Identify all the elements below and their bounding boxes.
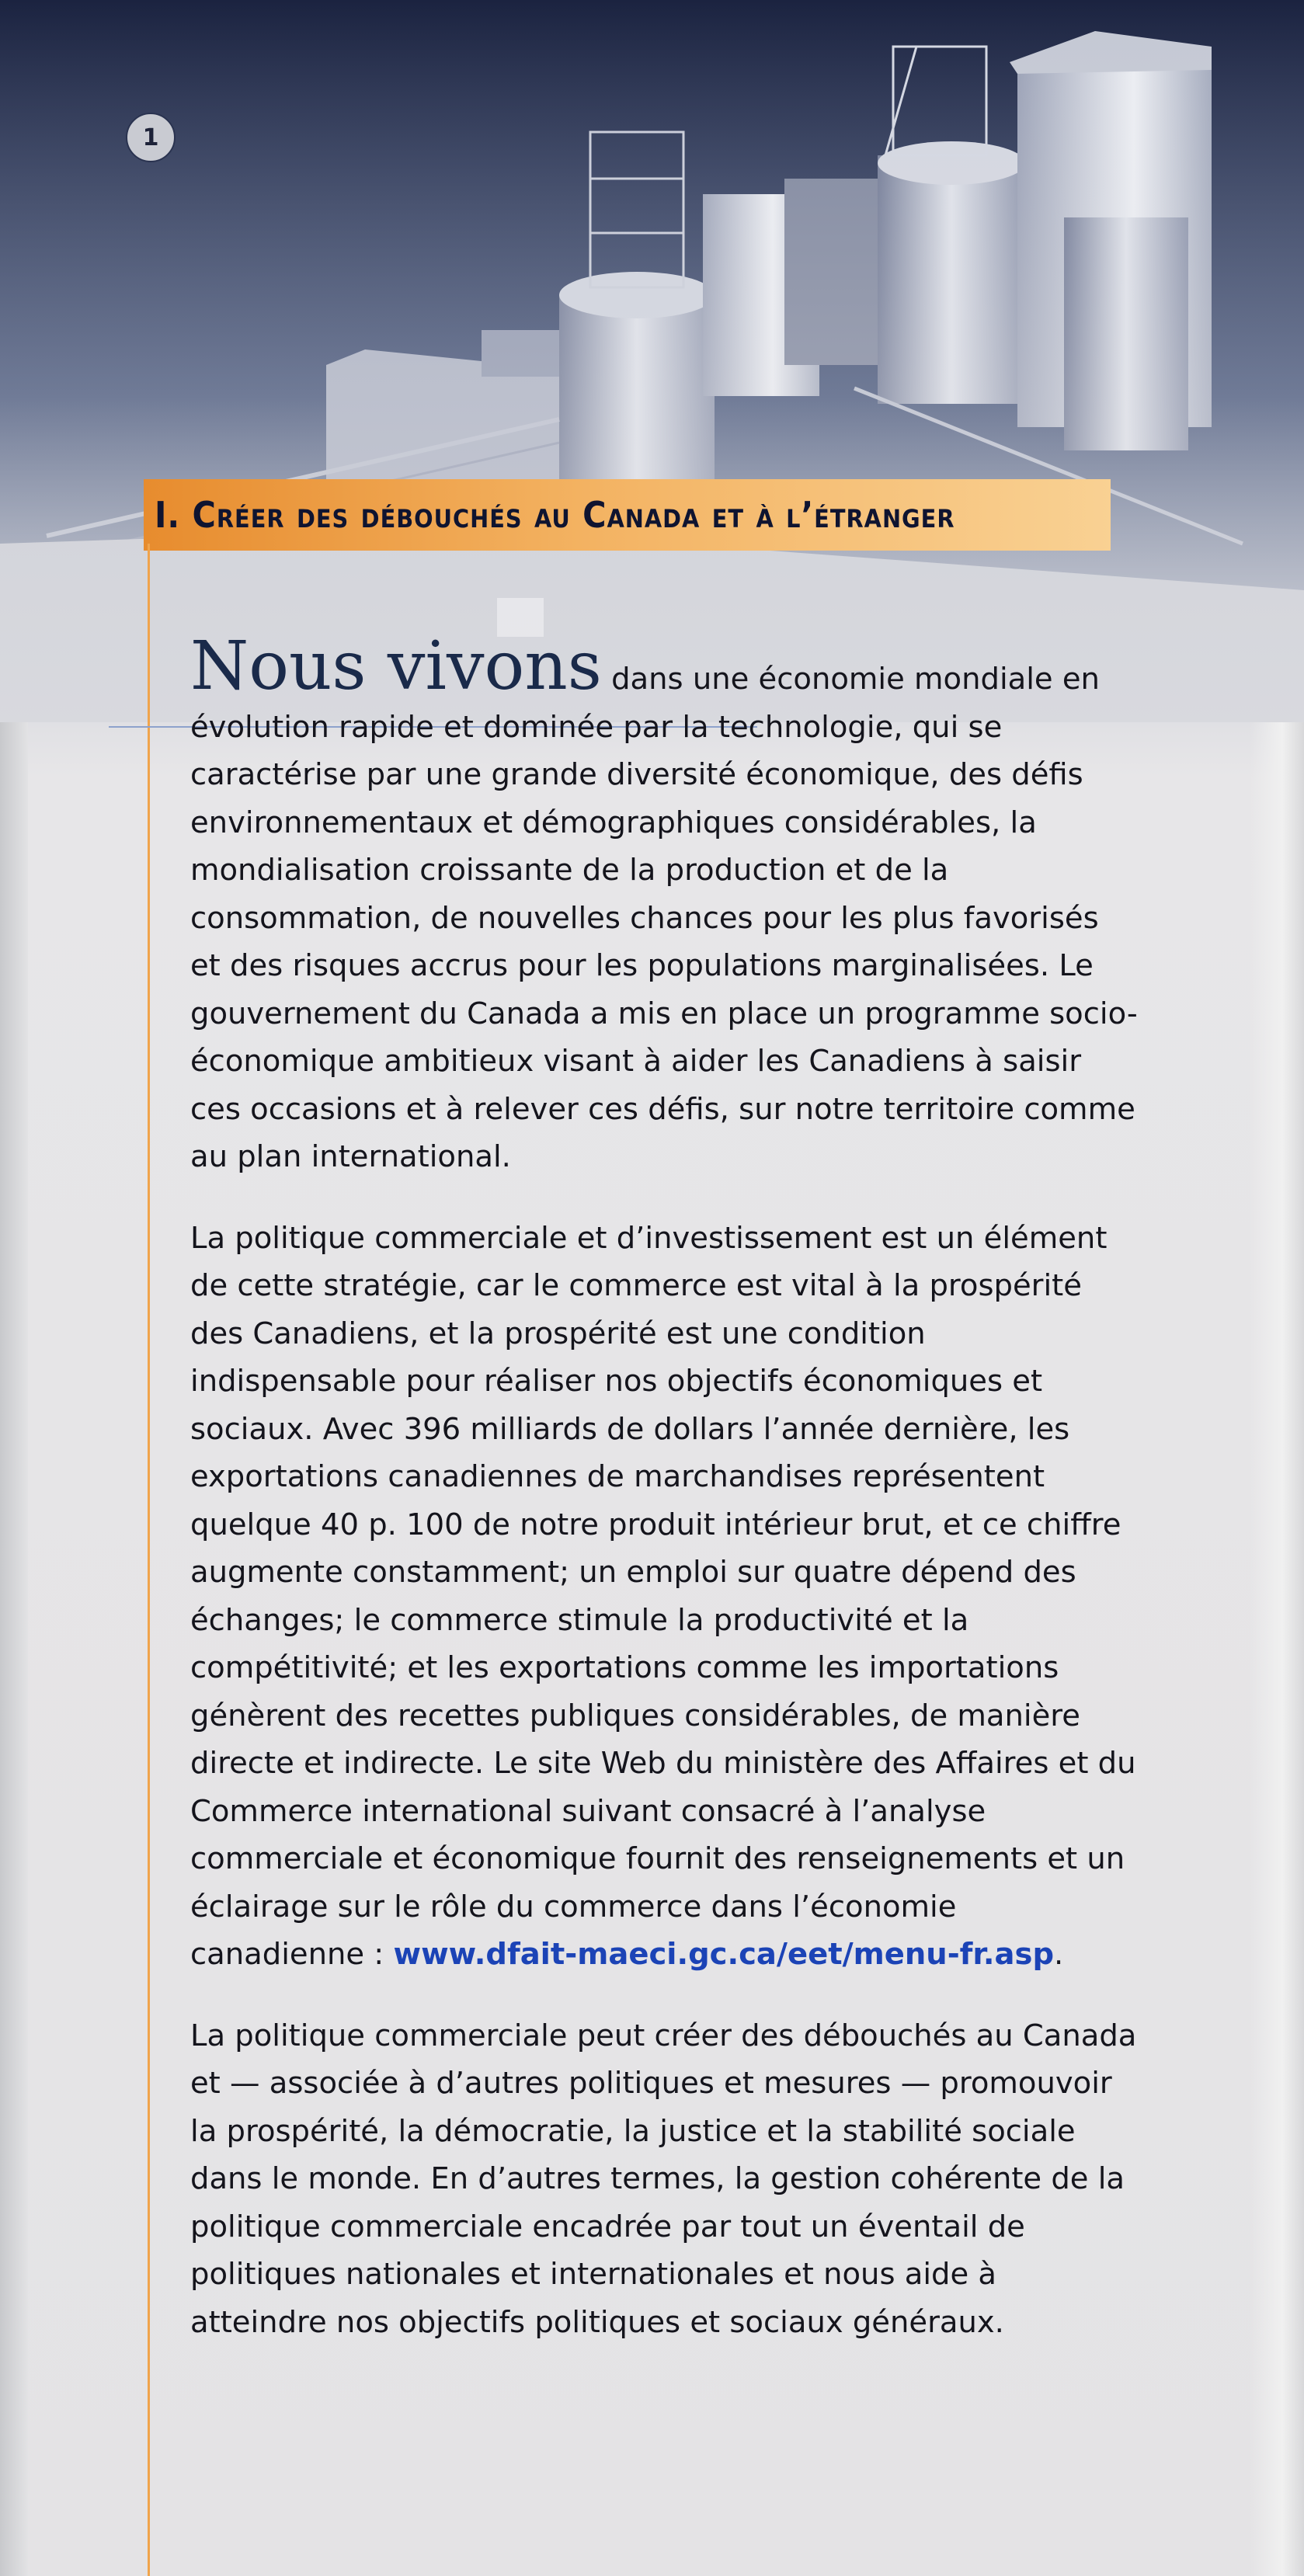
industrial-plant-photo (0, 0, 1304, 722)
page-number-badge: 1 (126, 113, 176, 162)
section-banner (144, 479, 1111, 551)
paragraph-2-end: . (1054, 1937, 1064, 1972)
article-body (190, 627, 1138, 2380)
paragraph-2-text: La politique commerciale et d’investissement est un élément de cette stratégie, car le commerce est vital à la prospérité des Canadiens, et la prospérité est une condition indispensable pour réaliser nos objectifs économiques et sociaux. Avec 396 milliards de dollars l’année dernière, les exportations canadiennes de marchandises représentent quelque 40 p. 100 de notre produit intérieur brut, et ce chiffre augmente constamment; un emploi sur quatre dépend des échanges; le commerce stimule la productivité et la compétitivité; et les exportations comme les importations génèrent des recettes publiques considérables, de manière directe et indirecte. Le site Web du ministère des Affaires et du Commerce international suivant consacré à l’analyse commerciale et économique fournit des renseignements et un éclairage sur le rôle du commerce dans l’économie canadienne : (190, 1220, 1136, 1972)
paragraph-3-text: La politique commerciale peut créer des débouchés au Canada et — associée à d’autres politiques et mesures — promouvoir la prospérité, la démocratie, la justice et la stabilité sociale dans le monde. En d’autres termes, la gestion cohérente de la politique commerciale encadrée par tout un éventail de politiques nationales et internationales et nous aide à atteindre nos objectifs politiques et sociaux généraux. (190, 2018, 1137, 2340)
lead-in-words: Nous vivons (190, 627, 602, 705)
website-link[interactable]: www.dfait-maeci.gc.ca/eet/menu-fr.asp (393, 1937, 1055, 1972)
paragraph-1 (190, 627, 1138, 1181)
section-title: I. Créer des débouchés au Canada et à l’étranger (155, 494, 955, 536)
paragraph-3 (190, 2012, 1138, 2347)
paragraph-1-text: dans une économie mondiale en évolution rapide et dominée par la technologie, qui se caractérise par une grande diversité économique, des défis environnementaux et démographiques considérables, la mondialisation croissante de la production et de la consommation, de nouvelles chances pour les plus favorisés et des risques accrus pour les populations marginalisées. Le gouvernement du Canada a mis en place un programme socio-économique ambitieux visant à aider les Canadiens à saisir ces occasions et à relever ces défis, sur notre territoire comme au plan international. (190, 662, 1138, 1174)
vertical-rule (148, 544, 150, 2576)
paragraph-2 (190, 1215, 1138, 1979)
